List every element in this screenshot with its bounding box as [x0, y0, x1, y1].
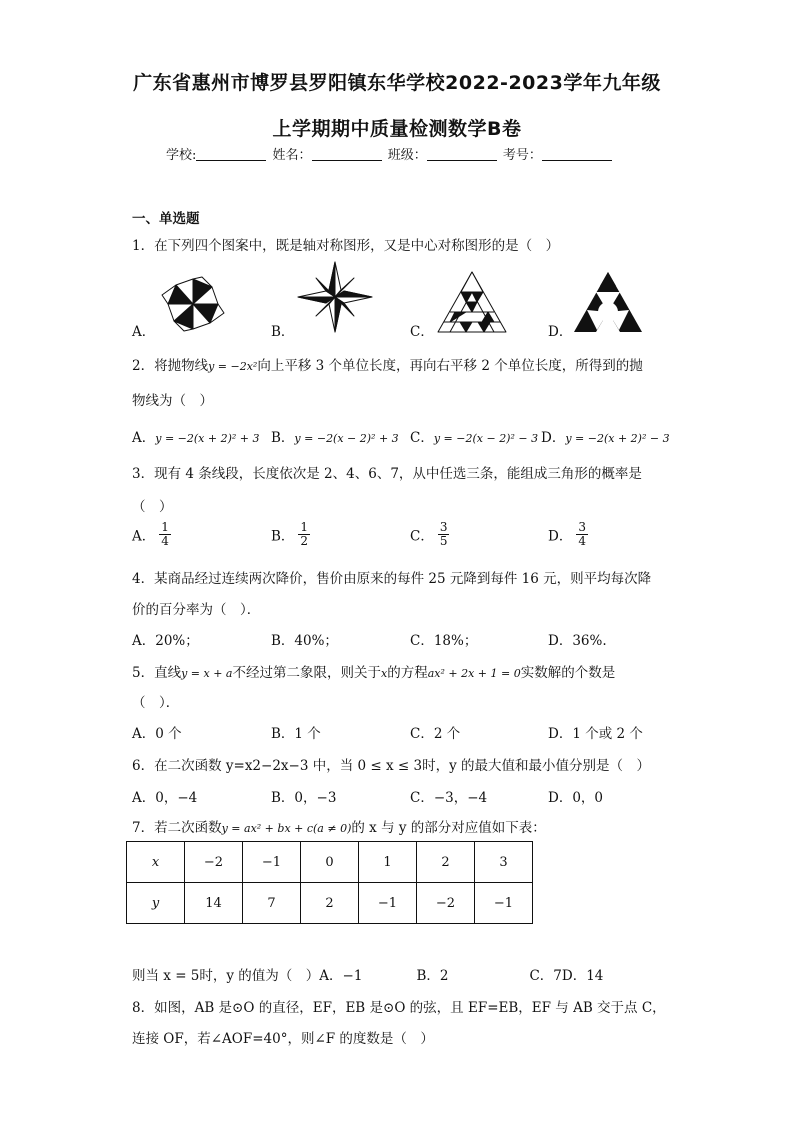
- q2-stem-post: 向上平移 3 个单位长度，再向右平移 2 个单位长度，所得到的抛: [257, 358, 643, 374]
- q5-option-c[interactable]: C．2 个: [410, 726, 461, 742]
- table-header-y: y: [127, 883, 185, 924]
- q3-option-b-fraction: [298, 521, 310, 548]
- q7-stem-pre: 7．若二次函数: [132, 820, 222, 836]
- q1-option-c[interactable]: C．: [410, 324, 434, 340]
- name-label: 姓名：: [272, 148, 312, 163]
- q6-option-a[interactable]: A．0，−4: [132, 790, 198, 806]
- q2-stem-pre: 2．将抛物线: [132, 358, 209, 374]
- exam-title-line1: 广东省惠州市博罗县罗阳镇东华学校2022-2023学年九年级: [133, 72, 661, 94]
- table-cell: 3: [475, 842, 533, 883]
- q6-stem: 6．在二次函数 y=x2−2x−3 中，当 0 ≤ x ≤ 3时，y 的最大值和最小值分别是（ ）: [132, 758, 651, 774]
- q1-figure-d-triangle: [572, 270, 644, 334]
- q3-option-c-fraction: [438, 521, 450, 548]
- q3-option-b[interactable]: [271, 521, 310, 548]
- table-cell: 0: [301, 842, 359, 883]
- q1-figure-b-star: [296, 260, 374, 334]
- q5-stem-pre: 5．直线: [132, 665, 182, 681]
- q3-a-numerator: 1: [161, 520, 169, 534]
- q1-option-d[interactable]: D．: [548, 324, 573, 340]
- q3-b-numerator: 1: [300, 520, 309, 534]
- student-info-row: [166, 144, 614, 163]
- q2-option-d-expr: y = −2(x + 2)² − 3: [565, 432, 670, 445]
- class-label: 班级：: [387, 148, 427, 163]
- q5-expr-equation: ax² + 2x + 1 = 0: [427, 667, 521, 680]
- q2-option-c[interactable]: [410, 426, 538, 446]
- table-row: [127, 883, 533, 924]
- table-cell: −1: [475, 883, 533, 924]
- q6-option-b[interactable]: B．0，−3: [271, 790, 337, 806]
- q3-option-c[interactable]: [410, 521, 449, 548]
- q5-stem-mid2: 的方程: [387, 665, 428, 681]
- q3-option-c-label: C．: [410, 528, 434, 545]
- table-header-x: x: [127, 842, 185, 883]
- q1-option-b[interactable]: B．: [271, 324, 295, 340]
- table-cell: 2: [417, 842, 475, 883]
- q2-stem: [132, 354, 643, 374]
- q3-option-a[interactable]: [132, 521, 171, 548]
- table-cell: 14: [185, 883, 243, 924]
- q2-option-b-label: B．: [271, 430, 295, 446]
- table-row: [127, 842, 533, 883]
- table-cell: −2: [417, 883, 475, 924]
- table-cell: 7: [243, 883, 301, 924]
- q1-figure-a-pinwheel: [156, 273, 230, 335]
- q3-b-denominator: 2: [300, 534, 309, 548]
- table-cell: 2: [301, 883, 359, 924]
- q2-option-a-label: A．: [132, 430, 156, 446]
- q2-stem-expr: y = −2x²: [208, 360, 258, 373]
- q3-stem-line2: （ ）: [132, 499, 173, 515]
- q1-figure-c-triangle: [436, 270, 508, 334]
- q2-option-c-expr: y = −2(x − 2)² − 3: [433, 432, 539, 445]
- q2-option-a[interactable]: [132, 426, 260, 446]
- q4-option-c[interactable]: C．18%；: [410, 633, 478, 649]
- q5-stem-line2: （ ）．: [132, 695, 180, 711]
- q3-a-denominator: 4: [161, 534, 169, 548]
- q3-c-denominator: 5: [439, 534, 448, 548]
- name-blank[interactable]: [312, 148, 382, 161]
- exam-title-line2: 上学期期中质量检测数学B卷: [272, 118, 522, 140]
- q8-stem-line2: 连接 OF，若∠AOF=40°，则∠F 的度数是（ ）: [132, 1031, 434, 1047]
- q2-option-c-label: C．: [410, 430, 434, 446]
- q7-stem: [132, 816, 546, 836]
- q4-option-d[interactable]: D．36%.: [548, 633, 607, 649]
- q5-stem-post: 实数解的个数是: [520, 665, 616, 681]
- class-blank[interactable]: [427, 148, 497, 161]
- q7-value-table: [126, 841, 533, 924]
- school-label: 学校:: [166, 148, 197, 163]
- table-cell: −1: [243, 842, 301, 883]
- q4-option-a[interactable]: A．20%；: [132, 633, 199, 649]
- q4-option-b[interactable]: B．40%；: [271, 633, 338, 649]
- q4-stem-line2: 价的百分率为（ ）．: [132, 602, 261, 618]
- table-cell: −2: [185, 842, 243, 883]
- number-blank[interactable]: [542, 148, 612, 161]
- q5-option-d[interactable]: D．1 个或 2 个: [548, 726, 643, 742]
- q5-expr-line: y = x + a: [181, 667, 233, 680]
- section-heading: 一、单选题: [132, 211, 200, 227]
- q1-option-a[interactable]: A．: [132, 324, 156, 340]
- q3-d-denominator: 4: [578, 534, 586, 548]
- q2-option-d[interactable]: [541, 426, 670, 446]
- q5-expr-x: x: [381, 667, 388, 680]
- q3-option-d[interactable]: [548, 521, 588, 548]
- number-label: 考号：: [502, 148, 542, 163]
- q6-option-d[interactable]: D．0，0: [548, 790, 604, 806]
- q3-stem: 3．现有 4 条线段，长度依次是 2、4、6、7，从中任选三条，能组成三角形的概率是: [132, 466, 642, 482]
- table-cell: −1: [359, 883, 417, 924]
- q3-c-numerator: 3: [439, 520, 448, 534]
- q5-option-b[interactable]: B．1 个: [271, 726, 321, 742]
- q2-option-d-label: D．: [541, 430, 566, 446]
- q7-expr: y = ax² + bx + c(a ≠ 0): [221, 822, 352, 835]
- school-blank[interactable]: [196, 148, 266, 161]
- q3-option-d-label: D．: [548, 528, 573, 545]
- q7-stem-post: 的 x 与 y 的部分对应值如下表：: [351, 820, 546, 836]
- q5-stem-mid: 不经过第二象限，则关于: [232, 665, 381, 681]
- q8-stem: 8．如图，AB 是⊙O 的直径，EF，EB 是⊙O 的弦，且 EF=EB，EF 与 AB 交于点 C，: [132, 1000, 666, 1016]
- q5-stem: [132, 661, 615, 681]
- q3-option-b-label: B．: [271, 528, 295, 545]
- q2-stem-line2: 物线为（ ）: [132, 393, 213, 409]
- q5-option-a[interactable]: A．0 个: [132, 726, 182, 742]
- q4-stem: 4．某商品经过连续两次降价，售价由原来的每件 25 元降到每件 16 元，则平均每次降: [132, 571, 652, 587]
- q1-stem: 1．在下列四个图案中，既是轴对称图形，又是中心对称图形的是（ ）: [132, 238, 560, 254]
- q3-option-d-fraction: [576, 521, 588, 548]
- q2-option-b[interactable]: [271, 426, 399, 446]
- q7-answer-line: 则当 x = 5时，y 的值为（ ）A．−1 B．2 C．7D．14: [132, 968, 604, 984]
- q3-d-numerator: 3: [578, 520, 586, 534]
- q6-option-c[interactable]: C．−3，−4: [410, 790, 488, 806]
- table-cell: 1: [359, 842, 417, 883]
- q3-option-a-fraction: [159, 521, 171, 548]
- q2-option-a-expr: y = −2(x + 2)² + 3: [155, 432, 260, 445]
- q3-option-a-label: A．: [132, 528, 156, 545]
- q2-option-b-expr: y = −2(x − 2)² + 3: [294, 432, 399, 445]
